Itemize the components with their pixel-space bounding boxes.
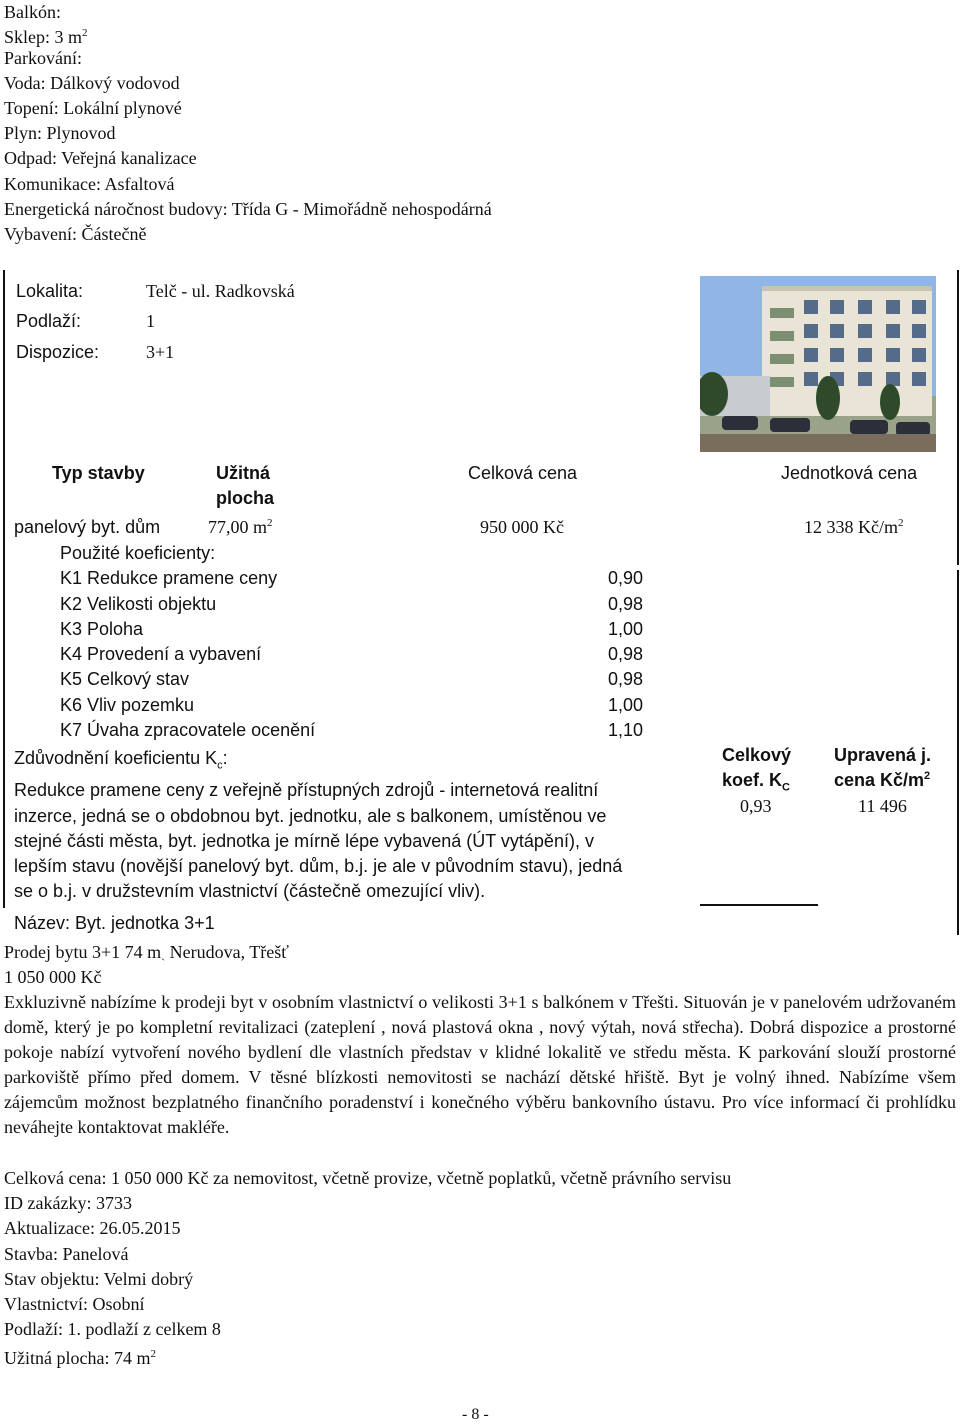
- koef-value-4: 0,98: [608, 644, 644, 664]
- info-energeticka: Energetická náročnost budovy: Třída G - Mimořádně nehospodárná: [4, 199, 492, 219]
- card-right-border-bottom: [957, 570, 959, 935]
- zduvodneni-line-5: se o b.j. v družstevním vlastnictví (částečně omezující vliv).: [14, 881, 486, 901]
- row-cena: 950 000 Kč: [480, 517, 564, 537]
- info-plyn: Plyn: Plynovod: [4, 123, 116, 143]
- bottom-celkova-cena: Celková cena: 1 050 000 Kč za nemovitost, včetně provize, včetně poplatků, včetně právního servisu: [4, 1168, 732, 1188]
- bottom-uzitna-plocha: Užitná plocha: 74 $m^2$: [4, 1348, 156, 1368]
- zduvodneni-line-4: lepším stavu (novější panelový byt. dům, b.j. je ale v původním stavu), jedná: [14, 856, 623, 876]
- dispozice-value: 3+1: [146, 342, 175, 362]
- podlazi-value: 1: [146, 311, 155, 331]
- info-voda: Voda: Dálkový vodovod: [4, 73, 180, 93]
- koef-value-1: 0,90: [608, 568, 644, 588]
- card-bottom-rule: [700, 904, 818, 906]
- koef-name-6: K6 Vliv pozemku: [60, 695, 195, 715]
- koef-name-2: K2 Velikosti objektu: [60, 594, 217, 614]
- info-balkon: Balkón:: [4, 2, 61, 22]
- koef-name-3: K3 Poloha: [60, 619, 144, 639]
- listing-nazev: Název: Byt. jednotka 3+1: [14, 913, 215, 933]
- info-odpad: Odpad: Veřejná kanalizace: [4, 148, 197, 168]
- koef-title: Použité koeficienty:: [60, 543, 216, 563]
- koef-name-1: K1 Redukce pramene ceny: [60, 568, 278, 588]
- header-plocha: plocha: [216, 488, 275, 508]
- bottom-stavba: Stavba: Panelová: [4, 1244, 129, 1264]
- koef-value-7: 1,10: [608, 720, 644, 740]
- zduvodneni-line-1: Redukce pramene ceny z veřejně přístupných zdrojů - internetová realitní: [14, 780, 599, 800]
- koef-name-5: K5 Celkový stav: [60, 669, 190, 689]
- bottom-aktualizace: Aktualizace: 26.05.2015: [4, 1218, 181, 1238]
- card-right-border-top: [957, 270, 959, 565]
- page-number: - 8 -: [462, 1406, 489, 1423]
- info-vybaveni: Vybavení: Částečně: [4, 224, 147, 244]
- upravena-cena-label-1: Upravená j.: [834, 745, 932, 765]
- lokalita-value: Telč - ul. Radkovská: [146, 281, 295, 301]
- koef-value-5: 0,98: [608, 669, 644, 689]
- upravena-cena-label-2: cena $Kč/m^2$: [834, 770, 931, 790]
- header-jednotkova-cena: Jednotková cena: [781, 463, 918, 483]
- zduvodneni-line-2: inzerce, jedná se o obdobnou byt. jednotku, ale s balkonem, umístěnou ve: [14, 806, 607, 826]
- listing-cena: 1 050 000 Kč: [4, 967, 102, 987]
- upravena-cena-value: 11 496: [858, 796, 907, 816]
- header-typ-stavby: Typ stavby: [52, 463, 145, 483]
- bottom-podlazi: Podlaží: 1. podlaží z celkem 8: [4, 1319, 221, 1339]
- row-jednotkova: 12 338 $Kč/m^2$: [804, 517, 904, 537]
- koef-name-4: K4 Provedení a vybavení: [60, 644, 262, 664]
- lokalita-label: Lokalita:: [16, 281, 84, 301]
- koef-value-6: 1,00: [608, 695, 644, 715]
- info-komunikace: Komunikace: Asfaltová: [4, 174, 175, 194]
- dispozice-label: Dispozice:: [16, 342, 100, 362]
- card-left-border: [3, 270, 5, 908]
- podlazi-label: Podlaží:: [16, 311, 82, 331]
- header-uzitna: Užitná: [216, 463, 270, 483]
- celkovy-koef-label-2: koef. $K_C$: [722, 770, 790, 794]
- header-celkova-cena: Celková cena: [468, 463, 578, 483]
- koef-value-3: 1,00: [608, 619, 644, 639]
- bottom-vlastnictvi: Vlastnictví: Osobní: [4, 1294, 145, 1314]
- koef-value-2: 0,98: [608, 594, 644, 614]
- zduvodneni-line-3: stejné části města, byt. jednotka je mírně lépe vybavená (ÚT vytápění), v: [14, 831, 594, 851]
- info-topeni: Topení: Lokální plynové: [4, 98, 182, 118]
- celkovy-koef-value: 0,93: [740, 796, 772, 816]
- row-plocha: 77,00 $m^2$: [208, 517, 273, 537]
- building-photo: [700, 276, 936, 452]
- bottom-stav-objektu: Stav objektu: Velmi dobrý: [4, 1269, 194, 1289]
- bottom-id-zakazky: ID zakázky: 3733: [4, 1193, 132, 1213]
- zduvodneni-title: Zdůvodnění koeficientu $K_c$:: [14, 748, 228, 772]
- listing-description: Exkluzivně nabízíme k prodeji byt v osobním vlastnictví o velikosti 3+1 s balkónem v Třešti. Situován je v panelovém udržovaném domě, který je po kompletní revitalizaci (zateplení , nová plastová okna , nový výtah, nová střecha). Dobrá dispozice a prostorné pokoje nabízí vytvoření nového bydlení dle vlastních představ v klidné lokalitě ve středu města. K parkování slouží prostorné parkoviště přímo před domem. V těsné blízkosti nemovitosti se nachází dětské hřiště. Byt je volný ihned. Nabízíme všem zájemcům možnost bezplatného finančního poradenství i konečného výběru bankovního ústavu. Pro více informací či prohlídku neváhejte kontaktovat makléře.: [4, 992, 956, 1137]
- info-sklep: Sklep: 3 $m^2$: [4, 27, 88, 47]
- listing-prodej: Prodej bytu 3+1 74 mˏ Nerudova, Třešť: [4, 942, 289, 962]
- celkovy-koef-label-1: Celkový: [722, 745, 792, 765]
- koef-name-7: K7 Úvaha zpracovatele ocenění: [60, 720, 316, 740]
- row-typ: panelový byt. dům: [14, 517, 161, 537]
- info-parkovani: Parkování:: [4, 48, 82, 68]
